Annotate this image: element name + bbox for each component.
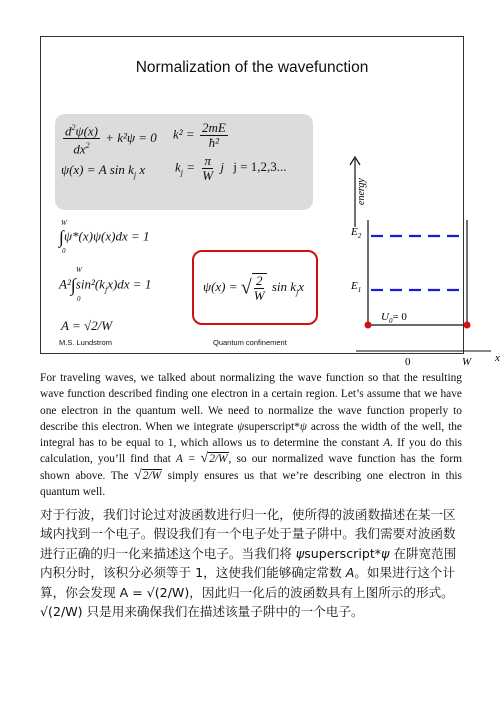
kj-equation: $k_j$ = $\frac{\pi}{W}$ j j = 1,2,3...: [175, 153, 287, 183]
caption-author: M.S. Lundstrom: [59, 338, 112, 347]
u0-label: $U_0= 0$: [381, 311, 407, 325]
slide: Normalization of the wavefunction $\frac{d^2\psi(x)}{dx^2}$ + k²ψ = 0 k² = $\frac{2mE}{\text{ħ²}}$ ψ(x) = A $\sin k_j$ x $k_j$ = $\frac{\pi}{W}$ j j = 1,2,3... ∫ψ*(x)ψ(x)dx = 1 W 0 $A^2\int\sin^2(k_jx)dx = 1$ W 0 A = √2/W ψ(x) = √ $\frac{2}{W}$ $\sin k_jx$ M.S. Lundstrom Quantum confinement energy $E_2$ $E_1$ $U_0= 0$ 0 W x: [40, 36, 464, 354]
schrodinger-equation: $\frac{d^2\psi(x)}{dx^2}$ + k²ψ = 0: [65, 123, 157, 157]
english-paragraph: For traveling waves, we talked about normalizing the wave function so that the resulting wave function described finding one electron in a certain region. Let’s assume that we have one electron in the quantum well. We need to normalize the wave function properly to describe this electron. When we integrate ψsuperscript*ψ across the width of the well, the integral has to be equal to 1, which allows us to determine the constant A. If you do this calculation, you’ll find that A = √2/W, so our normalized wave function has the form shown above. The √2/W simply ensures us that we’re describing one electron in this quantum well.: [40, 372, 462, 499]
normalized-wavefunction: ψ(x) = √ $\frac{2}{W}$ $\sin k_jx$: [203, 273, 305, 303]
e1-label: $E_1$: [351, 280, 362, 294]
normalization-sin-integral: $A^2\int\sin^2(k_jx)dx = 1$: [59, 275, 152, 295]
well-right-point: [464, 322, 471, 329]
x-width-label: W: [462, 356, 472, 368]
psi-general-equation: ψ(x) = A $\sin k_j$ x: [61, 162, 146, 180]
x-origin-label: 0: [405, 356, 411, 368]
a-equals-sqrt: A = √2/W: [175, 451, 228, 467]
chinese-paragraph: 对于行波，我们讨论过对波函数进行归一化，使所得的波函数描述在某一区域内找到一个电子。假设我们有一个电子处于量子阱中。我们需要对波函数进行正确的归一化来描述这个电子。当我们将 ψsuperscript*ψ 在阱宽范围内积分时，该积分必须等于 1，这使我们能够确定常数 A。如果进行这个计算，你会发现 A = √(2/W)，因此归一化后的波函数具有上图所示的形式。√(2/W) 只是用来确保我们在描述该量子阱中的一个电子。: [40, 507, 457, 620]
sqrt-term: √2/W: [134, 467, 162, 483]
schrodinger-rhs: + k²ψ = 0: [105, 129, 157, 145]
k-squared-equation: k² = $\frac{2mE}{\text{ħ²}}$: [173, 120, 226, 150]
A-result: A = √2/W: [61, 318, 113, 333]
x-axis-label: x: [495, 352, 500, 364]
quantum-well-diagram: [317, 107, 500, 368]
caption-topic: Quantum confinement: [213, 338, 287, 347]
slide-title: Normalization of the wavefunction: [135, 59, 369, 76]
well-left-point: [365, 322, 372, 329]
e2-label: $E_2$: [351, 226, 362, 240]
energy-axis-label: energy: [356, 178, 367, 205]
normalization-integral: ∫ψ*(x)ψ(x)dx = 1: [59, 227, 150, 247]
